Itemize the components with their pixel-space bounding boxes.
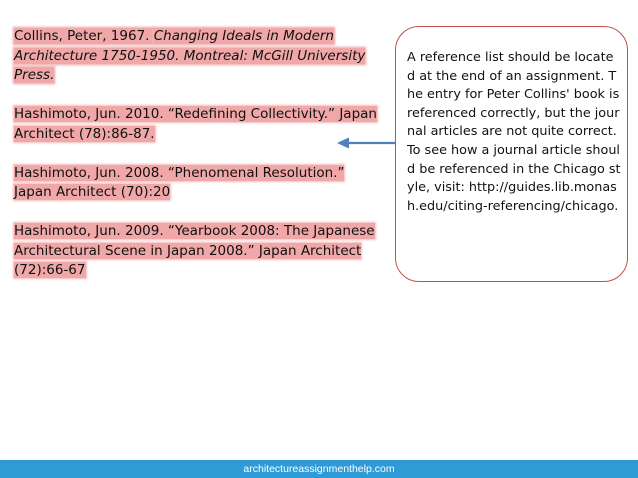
reference-collins-title: Changing Ideals in Modern Architecture 1750-1950. Montreal: McGill University Press. — [14, 28, 366, 83]
feedback-note-box — [395, 26, 628, 282]
left-arrow-icon — [336, 135, 398, 151]
footer-bar — [0, 460, 638, 478]
reference-hashimoto-2009-text: Hashimoto, Jun. 2009. “Yearbook 2008: The Japanese Architectural Scene in Japan 2008.” Japan Architect (72):66-67 — [14, 223, 375, 278]
feedback-note-text: A reference list should be located at the end of an assignment. The entry for Peter Collins' book is referenced correctly, but the journal articles are not quite correct. To see how a journal article should be referenced in the Chicago style, visit: http://guides.lib.monash.edu/citing-referencing/chicago. — [407, 50, 621, 214]
reference-entry-collins — [14, 27, 386, 86]
reference-entry-hashimoto-2010 — [14, 105, 386, 144]
reference-list — [14, 27, 386, 300]
reference-hashimoto-2008-text: Hashimoto, Jun. 2008. “Phenomenal Resolution.” Japan Architect (70):20 — [14, 164, 345, 200]
reference-entry-hashimoto-2009 — [14, 222, 386, 281]
reference-collins-author: Collins, Peter, 1967. — [14, 28, 154, 44]
reference-collins-text — [14, 28, 365, 83]
footer-website-link[interactable]: architectureassignmenthelp.com — [243, 463, 395, 475]
reference-hashimoto-2010-text: Hashimoto, Jun. 2010. “Redefining Collectivity.” Japan Architect (78):86-87. — [14, 106, 377, 142]
reference-entry-hashimoto-2008 — [14, 164, 386, 203]
